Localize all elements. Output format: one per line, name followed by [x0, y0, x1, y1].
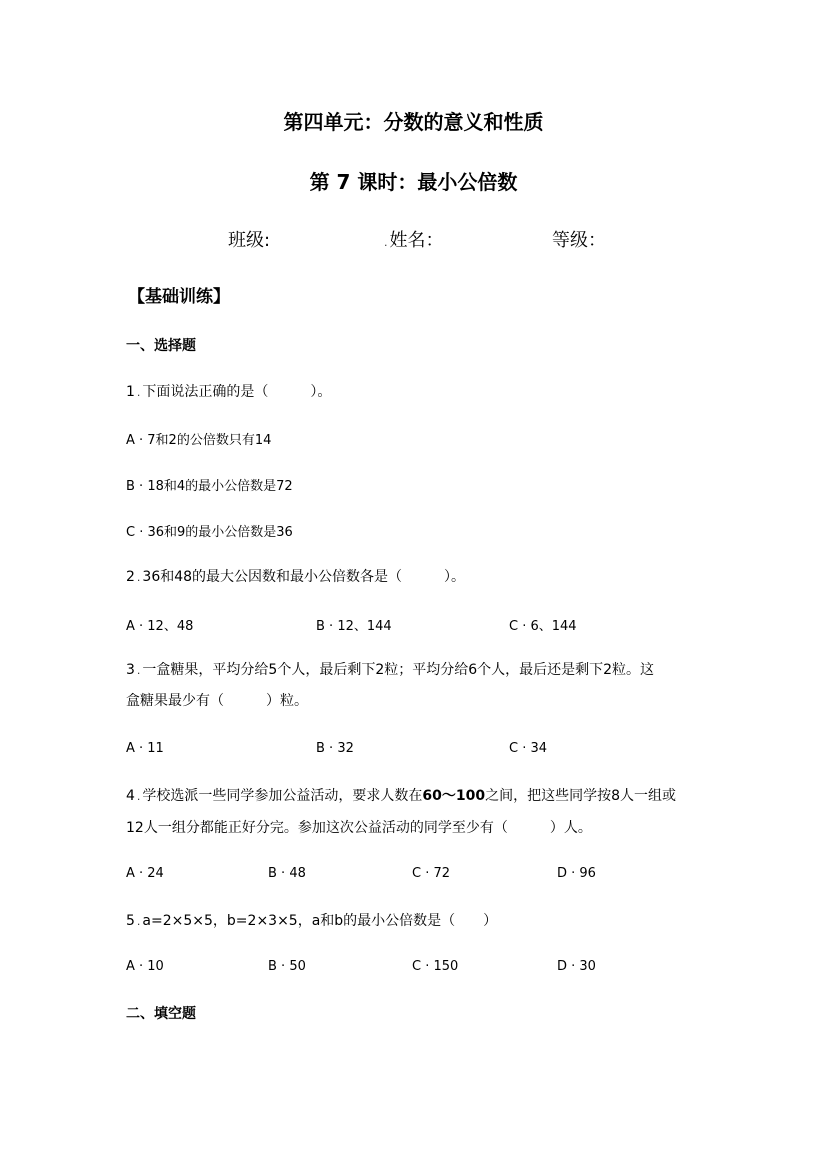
q4-option-c[interactable]: C · 72 — [412, 866, 451, 881]
question-text-pre: 学校选派一些同学参加公益活动，要求人数在 — [142, 788, 423, 804]
q3-option-a[interactable]: A · 11 — [126, 741, 164, 756]
question-number: 2 — [126, 569, 135, 585]
q2-option-b[interactable]: B · 12、144 — [316, 619, 392, 634]
q5-option-b[interactable]: B · 50 — [268, 959, 306, 974]
range-value: 60～100 — [422, 788, 486, 804]
section-basic-training: 【基础训练】 — [128, 287, 230, 307]
part2-title: 二、填空题 — [126, 1006, 196, 1022]
question-text-line1: 一盒糖果，平均分给5个人，最后剩下2粒；平均分给6个人，最后还是剩下2粒。这 — [142, 662, 655, 678]
name-label: 姓名： — [389, 230, 444, 251]
part1-title: 一、选择题 — [126, 338, 196, 354]
grade-label: 等级： — [552, 230, 606, 251]
question-text-post: 之间，把这些同学按8人一组或 — [485, 788, 677, 804]
question-3-line2: 盒糖果最少有（ ）粒。 — [126, 693, 308, 709]
q4-option-d[interactable]: D · 96 — [557, 866, 596, 881]
question-number: 5 — [126, 913, 135, 929]
q1-option-a[interactable]: A · 7和2的公倍数只有14 — [126, 433, 272, 448]
question-2: 2 . 36和48的最大公因数和最小公倍数各是（ ）。 — [126, 569, 466, 585]
question-text: 下面说法正确的是（ ）。 — [142, 384, 332, 400]
question-number: 3 — [126, 662, 135, 678]
q1-option-b[interactable]: B · 18和4的最小公倍数是72 — [126, 479, 293, 494]
separator-dot: . — [384, 236, 388, 249]
q2-option-a[interactable]: A · 12、48 — [126, 619, 194, 634]
unit-title: 第四单元：分数的意义和性质 — [283, 110, 544, 134]
question-5: 5 . a=2×5×5，b=2×3×5，a和b的最小公倍数是（ ） — [126, 913, 498, 929]
q4-option-b[interactable]: B · 48 — [268, 866, 306, 881]
lesson-title: 第 7 课时：最小公倍数 — [309, 170, 518, 194]
name-label-wrap — [382, 226, 444, 252]
q3-option-c[interactable]: C · 34 — [509, 741, 548, 756]
q5-option-c[interactable]: C · 150 — [412, 959, 459, 974]
question-3: 3 . 一盒糖果，平均分给5个人，最后剩下2粒；平均分给6个人，最后还是剩下2粒。这 — [126, 662, 655, 678]
question-1: 1 . 下面说法正确的是（ ）。 — [126, 384, 332, 400]
q2-option-c[interactable]: C · 6、144 — [509, 619, 577, 634]
q4-option-a[interactable]: A · 24 — [126, 866, 164, 881]
question-number: 1 — [126, 384, 135, 400]
q5-option-d[interactable]: D · 30 — [557, 959, 596, 974]
class-label: 班级: — [228, 230, 271, 251]
question-text: 36和48的最大公因数和最小公倍数各是（ ）。 — [142, 569, 466, 585]
question-number: 4 — [126, 788, 135, 804]
question-4-line2: 12人一组分都能正好分完。参加这次公益活动的同学至少有（ ）人。 — [126, 820, 592, 836]
q1-option-c[interactable]: C · 36和9的最小公倍数是36 — [126, 525, 293, 540]
question-text: a=2×5×5，b=2×3×5，a和b的最小公倍数是（ ） — [142, 913, 498, 929]
q3-option-b[interactable]: B · 32 — [316, 741, 354, 756]
q5-option-a[interactable]: A · 10 — [126, 959, 164, 974]
question-4: 4 . 学校选派一些同学参加公益活动，要求人数在60～100之间，把这些同学按8人一组或 — [126, 788, 677, 804]
